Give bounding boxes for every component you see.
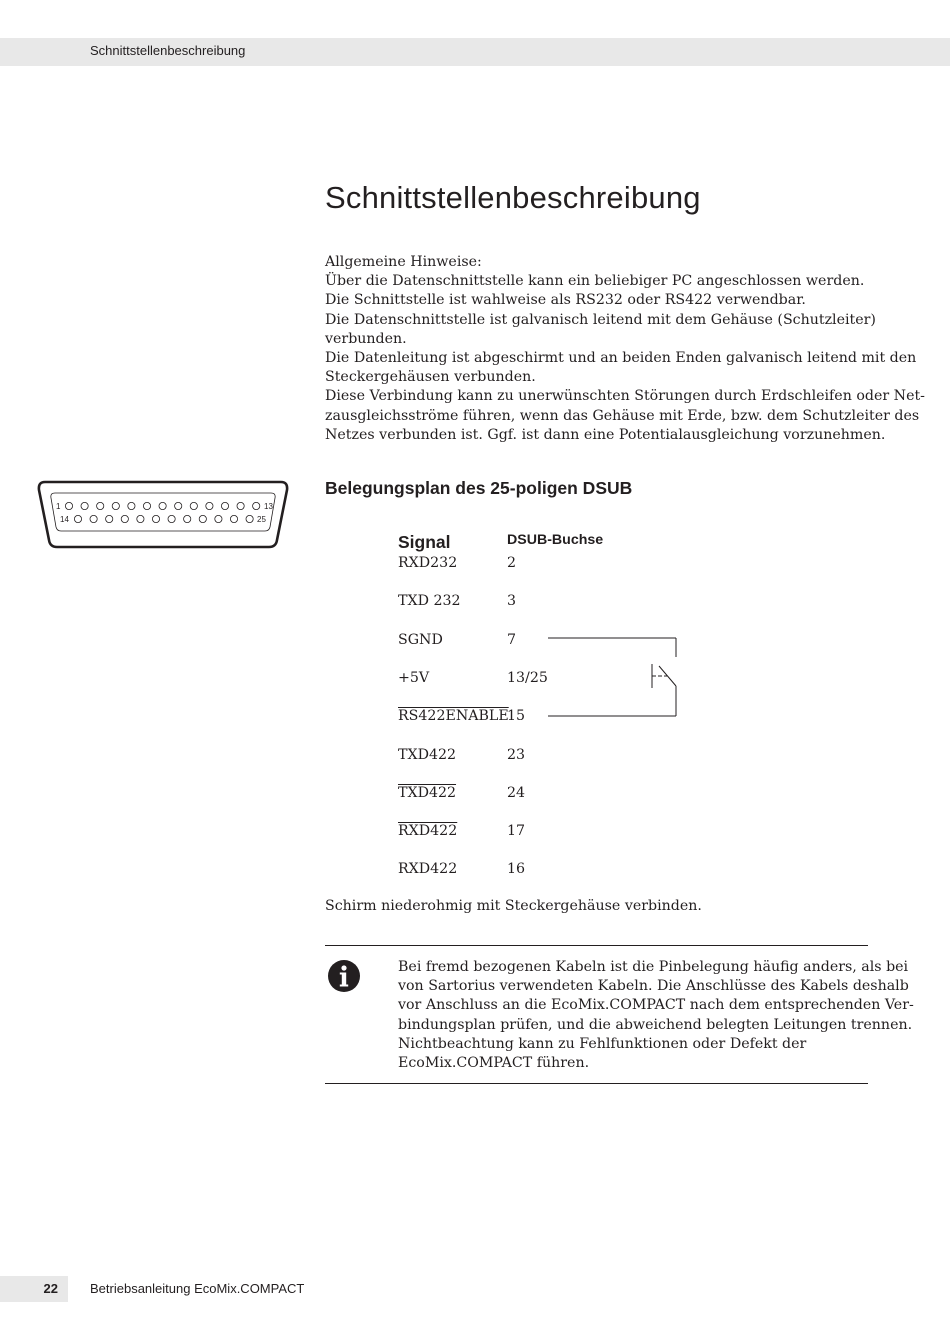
connector-pin bbox=[81, 502, 88, 509]
info-note bbox=[398, 958, 914, 1073]
page-number: 22 bbox=[43, 1281, 58, 1296]
info-line: Bei fremd bezogenen Kabeln ist die Pinbelegung häufig anders, als bei bbox=[398, 959, 909, 975]
signal-name: RXD422 bbox=[398, 823, 458, 839]
signal-name: SGND bbox=[398, 632, 443, 648]
intro-line: Netzes verbunden ist. Ggf. ist dann eine Potentialausgleichung vorzunehmen. bbox=[325, 426, 886, 443]
running-header: Schnittstellenbeschreibung bbox=[90, 43, 246, 58]
pin-number: 3 bbox=[507, 593, 517, 609]
divider-bottom bbox=[325, 1083, 868, 1084]
connector-pin bbox=[215, 515, 222, 522]
signal-column-header: Signal bbox=[398, 532, 451, 552]
pin-label-25: 25 bbox=[257, 515, 266, 524]
intro-line: zausgleichsströme führen, wenn das Gehäuse mit Erde, bzw. dem Schutzleiter des bbox=[325, 407, 920, 424]
intro-line: Die Datenschnittstelle ist galvanisch leitend mit dem Gehäuse (Schutzleiter) bbox=[325, 311, 876, 328]
signal-name: RXD232 bbox=[398, 555, 458, 571]
connector-pin bbox=[237, 502, 244, 509]
signal-name: RXD422 bbox=[398, 861, 458, 877]
info-line: von Sartorius verwendeten Kabeln. Die Anschlüsse des Kabels deshalb bbox=[398, 978, 909, 995]
connector-pin bbox=[199, 515, 206, 522]
info-line: EcoMix.COMPACT führen. bbox=[398, 1055, 590, 1072]
signal-name: TXD 232 bbox=[398, 593, 461, 609]
connector-pin bbox=[128, 502, 135, 509]
connector-pin bbox=[168, 515, 175, 522]
connector-pin bbox=[106, 515, 113, 522]
connector-pin bbox=[65, 502, 72, 509]
dsub-column-header: DSUB-Buchse bbox=[507, 532, 604, 548]
connector-pin bbox=[159, 502, 166, 509]
divider-top bbox=[325, 945, 868, 946]
signal-name: RS422ENABLE bbox=[398, 708, 509, 724]
intro-line: Über die Datenschnittstelle kann ein beliebiger PC angeschlossen werden. bbox=[325, 273, 865, 290]
connector-pin bbox=[74, 515, 81, 522]
switch-diagram bbox=[540, 630, 680, 720]
signal-name: TXD422 bbox=[398, 747, 457, 763]
connector-pin bbox=[112, 502, 119, 509]
pin-label-1: 1 bbox=[56, 502, 61, 511]
intro-line: Allgemeine Hinweise: bbox=[325, 254, 482, 270]
pin-label-14: 14 bbox=[60, 515, 69, 524]
intro-text bbox=[325, 253, 925, 445]
connector-pin bbox=[206, 502, 213, 509]
section-heading: Belegungsplan des 25-poligen DSUB bbox=[325, 478, 633, 498]
connector-pin bbox=[190, 502, 197, 509]
connector-pin bbox=[121, 515, 128, 522]
intro-line: Steckergehäusen verbunden. bbox=[325, 369, 536, 386]
pin-number: 16 bbox=[507, 861, 526, 877]
dsub25-connector-diagram bbox=[35, 480, 291, 550]
connector-pin bbox=[143, 502, 150, 509]
intro-line: Die Schnittstelle ist wahlweise als RS232 oder RS422 verwendbar. bbox=[325, 292, 806, 309]
connector-pin bbox=[253, 502, 260, 509]
pin-number: 7 bbox=[507, 632, 517, 648]
footer-title: Betriebsanleitung EcoMix.COMPACT bbox=[90, 1281, 305, 1296]
info-line: bindungsplan prüfen, und die abweichend belegten Leitungen trennen. bbox=[398, 1016, 913, 1033]
connector-pin bbox=[230, 515, 237, 522]
connector-pin bbox=[97, 502, 104, 509]
info-line: Nichtbeachtung kann zu Fehlfunktionen oder Defekt der bbox=[398, 1035, 807, 1052]
pin-label-13: 13 bbox=[264, 502, 273, 511]
connector-pin bbox=[137, 515, 144, 522]
pin-number: 15 bbox=[507, 708, 526, 724]
info-icon bbox=[327, 959, 361, 993]
pin-number: 13/25 bbox=[507, 670, 548, 686]
connector-pin bbox=[152, 515, 159, 522]
signal-name: TXD422 bbox=[398, 785, 457, 801]
pin-number: 2 bbox=[507, 555, 517, 571]
connector-pin bbox=[175, 502, 182, 509]
intro-line: verbunden. bbox=[325, 330, 407, 347]
connector-pin bbox=[90, 515, 97, 522]
pin-number: 23 bbox=[507, 747, 526, 763]
intro-line: Die Datenleitung ist abgeschirmt und an beiden Enden galvanisch leitend mit den bbox=[325, 350, 917, 367]
pin-number: 17 bbox=[507, 823, 526, 839]
intro-line: Diese Verbindung kann zu unerwünschten Störungen durch Erdschleifen oder Net- bbox=[325, 388, 925, 405]
shield-note: Schirm niederohmig mit Steckergehäuse verbinden. bbox=[325, 898, 702, 914]
page-title: Schnittstellenbeschreibung bbox=[325, 180, 701, 215]
connector-pin bbox=[221, 502, 228, 509]
connector-pin bbox=[184, 515, 191, 522]
connector-pin bbox=[246, 515, 253, 522]
signal-name: +5V bbox=[398, 670, 430, 686]
pin-number: 24 bbox=[507, 785, 526, 801]
info-line: vor Anschluss an die EcoMix.COMPACT nach dem entsprechenden Ver- bbox=[398, 997, 914, 1014]
